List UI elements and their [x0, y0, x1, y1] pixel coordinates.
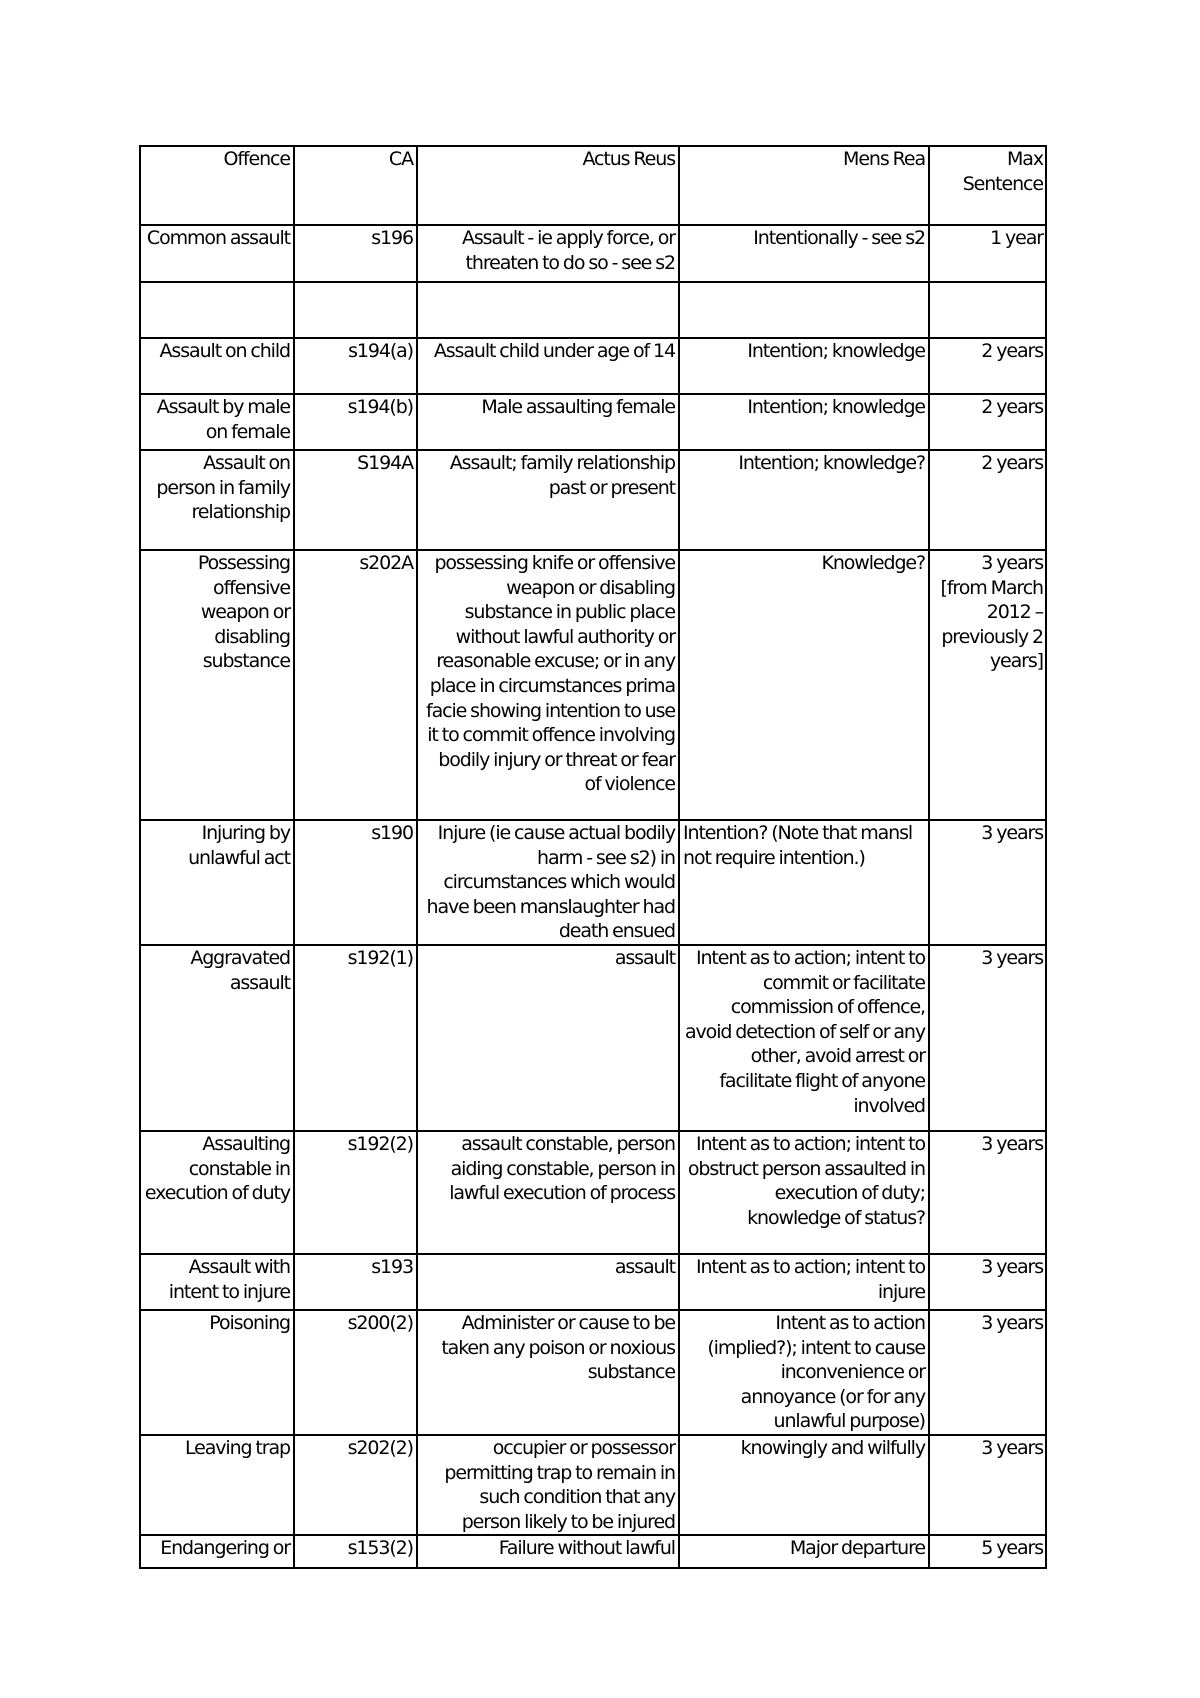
max-sentence-cell — [929, 282, 1046, 338]
actus-reus-cell — [417, 282, 679, 338]
max-sentence-cell: 2 years — [929, 394, 1046, 450]
offence-cell: Aggravated assault — [140, 945, 294, 1131]
ca-section-cell: s193 — [294, 1254, 417, 1310]
mens-rea-cell — [679, 282, 929, 338]
mens-rea-cell: Major departure — [679, 1535, 929, 1568]
mens-rea-cell: Intent as to action; intent to injure — [679, 1254, 929, 1310]
header-max-sentence-cell: Max Sentence — [929, 146, 1046, 225]
offences-table — [139, 145, 1047, 1569]
ca-section-cell: s196 — [294, 225, 417, 282]
ca-section-cell: s200(2) — [294, 1310, 417, 1435]
actus-reus-cell: Injure (ie cause actual bodily harm - see s2) in circumstances which would have been manslaughter had death ensued — [417, 820, 679, 945]
header-ca-section-cell: CA — [294, 146, 417, 225]
actus-reus-cell: Failure without lawful — [417, 1535, 679, 1568]
actus-reus-cell: assault — [417, 1254, 679, 1310]
max-sentence-cell: 2 years — [929, 450, 1046, 550]
ca-section-cell: s153(2) — [294, 1535, 417, 1568]
table-row — [140, 1310, 1046, 1435]
max-sentence-cell: 3 years — [929, 1435, 1046, 1535]
actus-reus-cell: Assault; family relationship past or present — [417, 450, 679, 550]
actus-reus-cell: assault constable, person aiding constable, person in lawful execution of process — [417, 1131, 679, 1254]
offence-cell: Assault by male on female — [140, 394, 294, 450]
table-row — [140, 225, 1046, 282]
mens-rea-cell: knowingly and wilfully — [679, 1435, 929, 1535]
mens-rea-cell: Intention? (Note that mansl not require intention.) — [679, 820, 929, 945]
mens-rea-cell: Intent as to action (implied?); intent to cause inconvenience or annoyance (or for any unlawful purpose) — [679, 1310, 929, 1435]
mens-rea-cell: Intentionally - see s2 — [679, 225, 929, 282]
table-row — [140, 394, 1046, 450]
actus-reus-cell: possessing knife or offensive weapon or disabling substance in public place without lawful authority or reasonable excuse; or in any place in circumstances prima facie showing intention to use it to commit offence involving bodily injury or threat or fear of violence — [417, 550, 679, 820]
mens-rea-cell: Intent as to action; intent to obstruct person assaulted in execution of duty; knowledge of status? — [679, 1131, 929, 1254]
offence-cell: Injuring by unlawful act — [140, 820, 294, 945]
offence-cell: Assaulting constable in execution of duty — [140, 1131, 294, 1254]
offence-cell: Endangering or — [140, 1535, 294, 1568]
max-sentence-cell: 5 years — [929, 1535, 1046, 1568]
actus-reus-cell: Assault - ie apply force, or threaten to do so - see s2 — [417, 225, 679, 282]
ca-section-cell: S194A — [294, 450, 417, 550]
offence-cell: Assault with intent to injure — [140, 1254, 294, 1310]
table-row — [140, 1535, 1046, 1568]
offence-cell: Possessing offensive weapon or disabling substance — [140, 550, 294, 820]
mens-rea-cell: Intention; knowledge? — [679, 450, 929, 550]
header-offence-cell: Offence — [140, 146, 294, 225]
offence-cell: Common assault — [140, 225, 294, 282]
mens-rea-cell: Knowledge? — [679, 550, 929, 820]
table-row — [140, 820, 1046, 945]
ca-section-cell: s192(1) — [294, 945, 417, 1131]
max-sentence-cell: 1 year — [929, 225, 1046, 282]
ca-section-cell: s202A — [294, 550, 417, 820]
offence-cell: Assault on person in family relationship — [140, 450, 294, 550]
max-sentence-cell: 3 years [from March 2012 – previously 2 years] — [929, 550, 1046, 820]
max-sentence-cell: 3 years — [929, 1131, 1046, 1254]
table-row — [140, 450, 1046, 550]
max-sentence-cell: 3 years — [929, 945, 1046, 1131]
actus-reus-cell: Assault child under age of 14 — [417, 338, 679, 394]
header-actus-reus-cell: Actus Reus — [417, 146, 679, 225]
offence-cell: Poisoning — [140, 1310, 294, 1435]
ca-section-cell: s192(2) — [294, 1131, 417, 1254]
offence-cell: Leaving trap — [140, 1435, 294, 1535]
table-row — [140, 1435, 1046, 1535]
actus-reus-cell: Male assaulting female — [417, 394, 679, 450]
table-header-row — [140, 146, 1046, 225]
ca-section-cell: s202(2) — [294, 1435, 417, 1535]
actus-reus-cell: assault — [417, 945, 679, 1131]
table-row — [140, 338, 1046, 394]
table-row — [140, 550, 1046, 820]
offence-cell — [140, 282, 294, 338]
table-row — [140, 1254, 1046, 1310]
max-sentence-cell: 3 years — [929, 1310, 1046, 1435]
ca-section-cell — [294, 282, 417, 338]
mens-rea-cell: Intent as to action; intent to commit or facilitate commission of offence, avoid detection of self or any other, avoid arrest or facilitate flight of anyone involved — [679, 945, 929, 1131]
max-sentence-cell: 3 years — [929, 820, 1046, 945]
actus-reus-cell: Administer or cause to be taken any poison or noxious substance — [417, 1310, 679, 1435]
table-row — [140, 282, 1046, 338]
ca-section-cell: s194(a) — [294, 338, 417, 394]
max-sentence-cell: 3 years — [929, 1254, 1046, 1310]
actus-reus-cell: occupier or possessor permitting trap to remain in such condition that any person likely to be injured — [417, 1435, 679, 1535]
max-sentence-cell: 2 years — [929, 338, 1046, 394]
table-row — [140, 1131, 1046, 1254]
offences-table-body — [140, 146, 1046, 1568]
offence-cell: Assault on child — [140, 338, 294, 394]
mens-rea-cell: Intention; knowledge — [679, 338, 929, 394]
ca-section-cell: s190 — [294, 820, 417, 945]
table-row — [140, 945, 1046, 1131]
header-mens-rea-cell: Mens Rea — [679, 146, 929, 225]
mens-rea-cell: Intention; knowledge — [679, 394, 929, 450]
ca-section-cell: s194(b) — [294, 394, 417, 450]
